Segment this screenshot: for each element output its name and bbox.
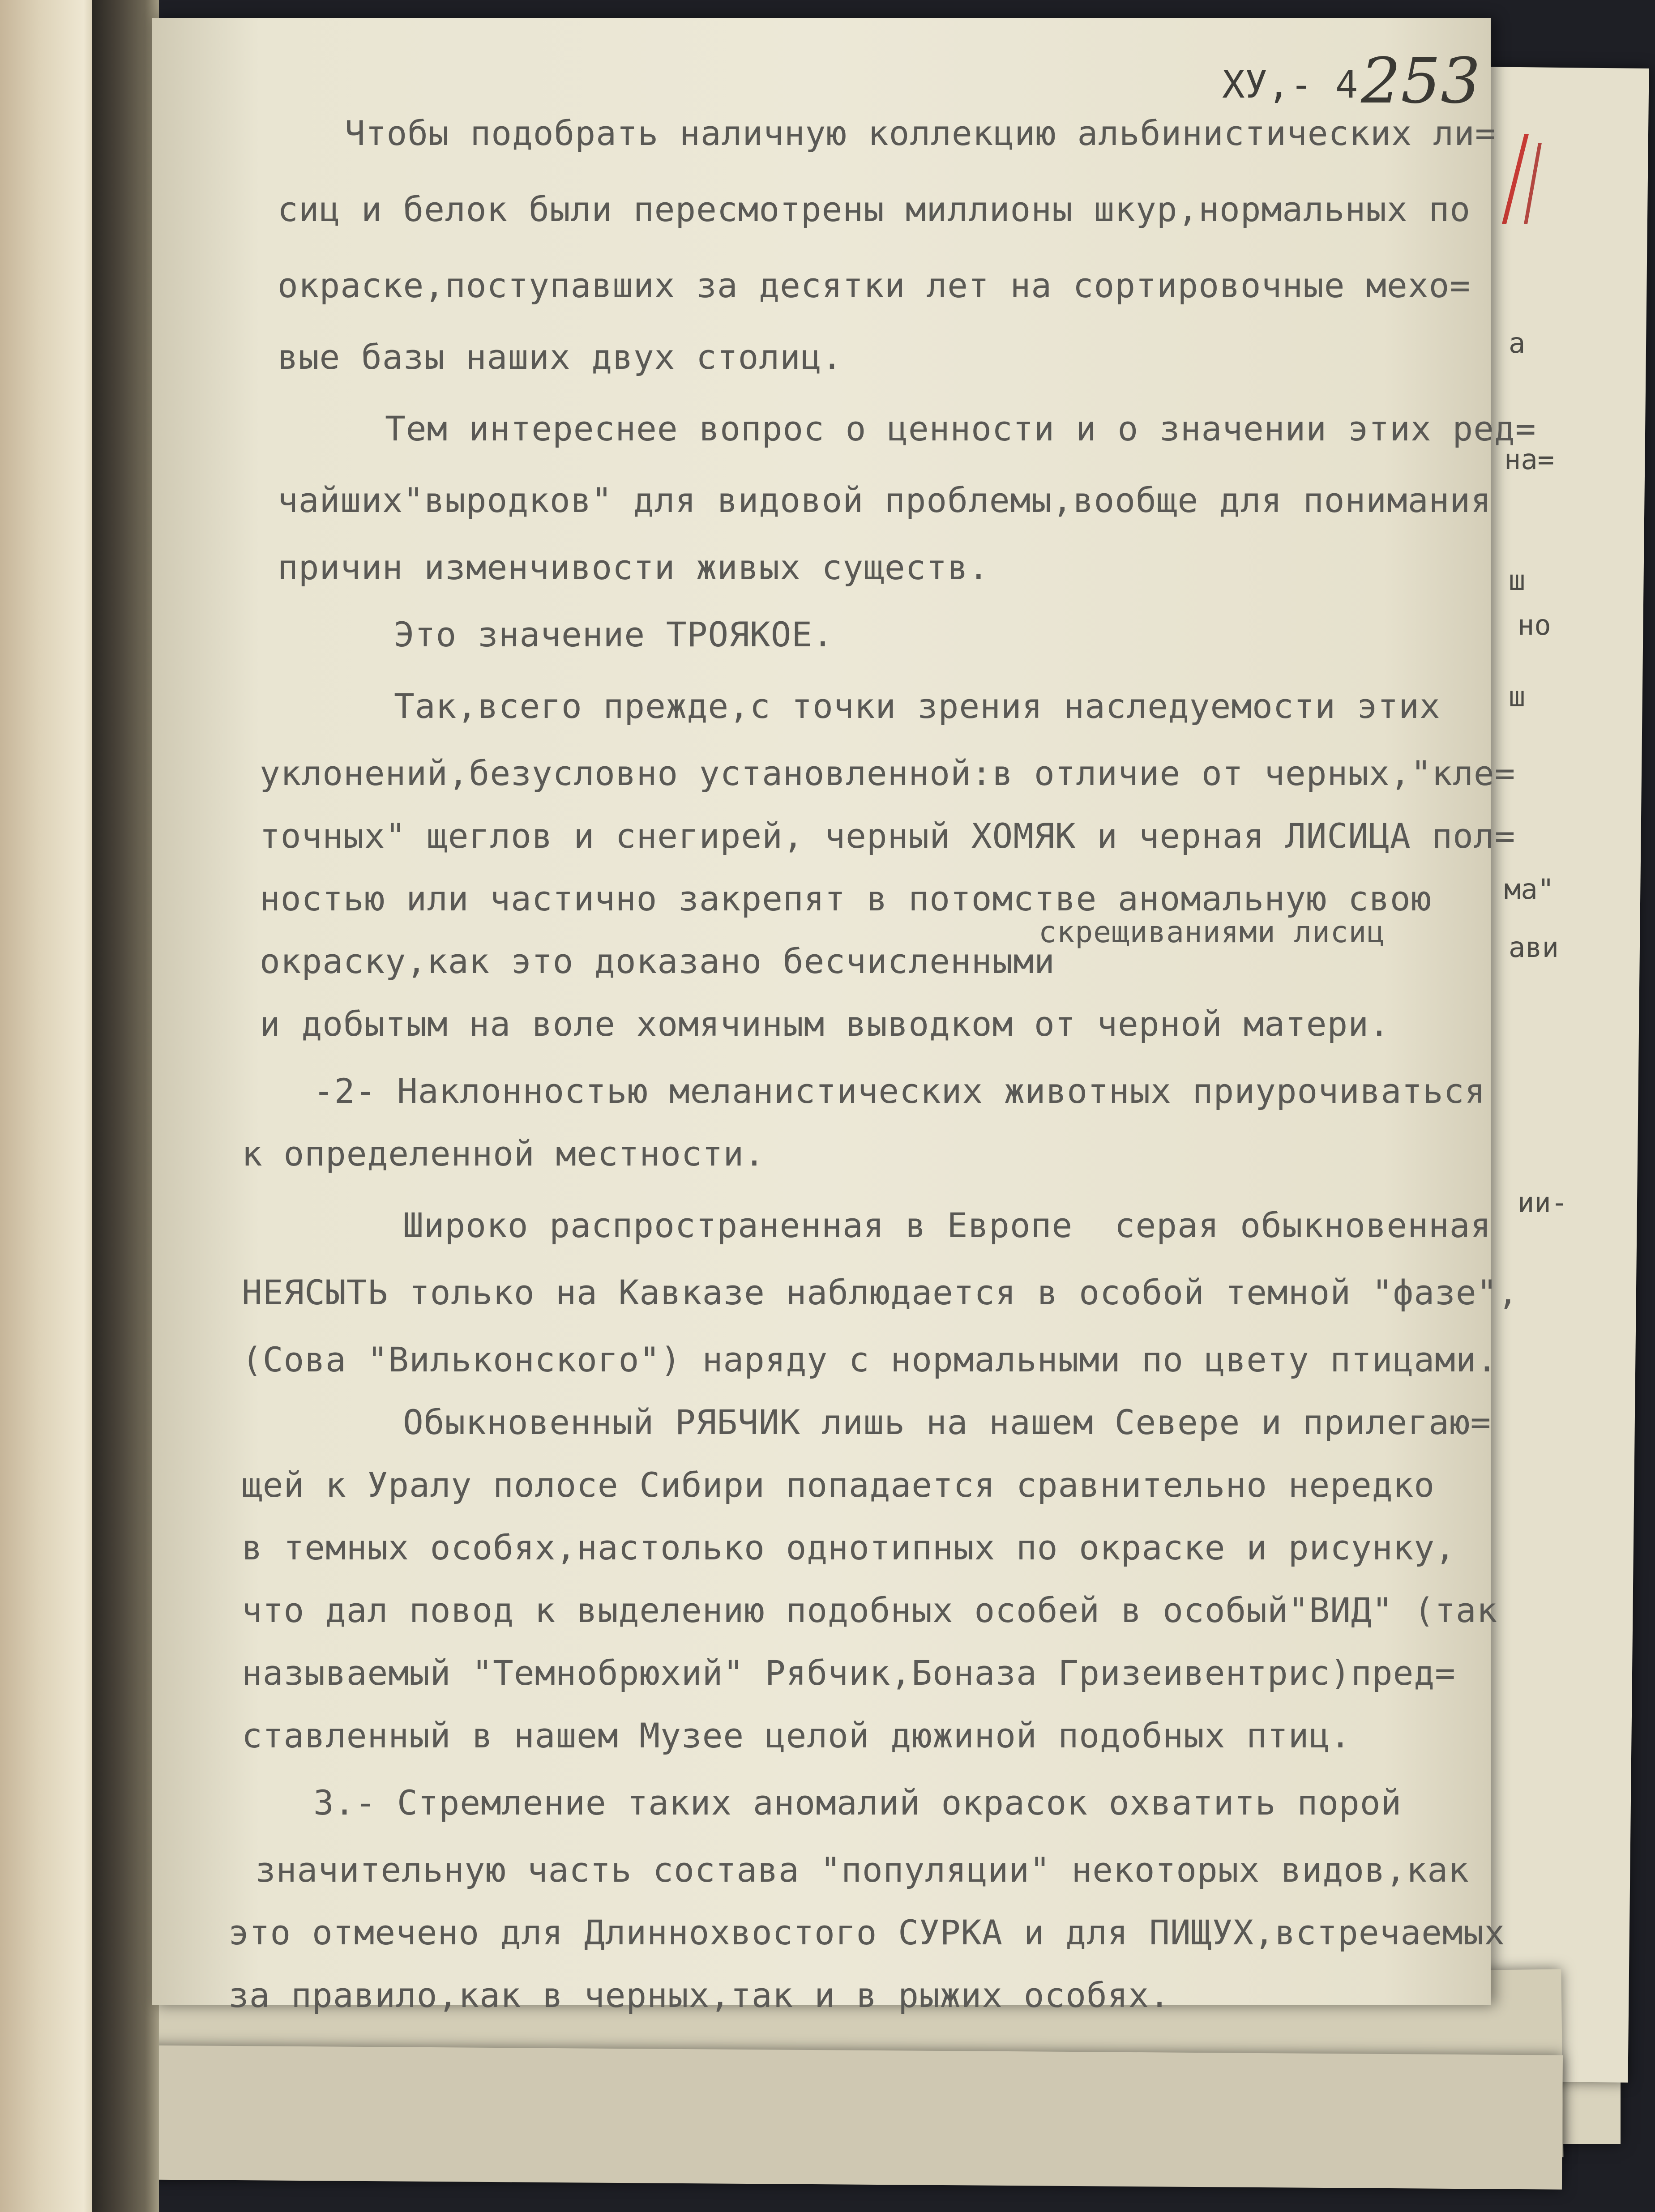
text-line: 3.- Стремление таких аномалий окрасок охватить порой (313, 1783, 1402, 1823)
text-line: за правило,как в черных,так и в рыжих особях. (228, 1975, 1171, 2015)
fragment: ш (1509, 680, 1526, 713)
text-line: это отмечено для Длиннохвостого СУРКА и для ПИЩУХ,встречаемых (228, 1913, 1505, 1952)
text-line: чайших"выродков" для видовой проблемы,вообще для понимания (278, 480, 1492, 520)
folder-binding (92, 0, 159, 2212)
fragment: ави (1509, 931, 1559, 964)
text-line: Чтобы подобрать наличную коллекцию альбинистических ли= (345, 113, 1496, 153)
text-line: что дал повод к выделению подобных особей в особый"ВИД" (так (242, 1590, 1498, 1630)
fragment: а (1509, 327, 1526, 359)
text-line: называемый "Темнобрюхий" Рябчик,Боназа Гризеивентрис)пред= (242, 1653, 1456, 1693)
text-line: окраску,как это доказано бесчисленными (260, 941, 1055, 981)
fragment: ш (1509, 564, 1526, 597)
text-line: (Сова "Вильконского") наряду с нормальными по цвету птицами. (242, 1340, 1498, 1379)
text-line: и добытым на воле хомячиным выводком от черной матери. (260, 1004, 1390, 1044)
text-line: Так,всего прежде,с точки зрения наследуемости этих (394, 686, 1441, 726)
text-line-insertion: скрещиваниями лисиц (1039, 915, 1385, 949)
folio-number: 253 (1361, 45, 1481, 118)
text-line: к определенной местности. (242, 1134, 765, 1174)
background-sheet-bottom (62, 2045, 1563, 2189)
text-line: НЕЯСЫТЬ только на Кавказе наблюдается в особой темной "фазе", (242, 1273, 1519, 1312)
right-sheet-fragments (1504, 313, 1634, 1835)
text-line: значительную часть состава "популяции" некоторых видов,как (255, 1850, 1469, 1890)
text-line: уклонений,безусловно установленной:в отличие от черных,"кле= (260, 753, 1516, 793)
fragment: но (1518, 609, 1551, 641)
text-line: в темных особях,настолько однотипных по окраске и рисунку, (242, 1528, 1456, 1567)
text-line: ностью или частично закрепят в потомстве аномальную свою (260, 879, 1432, 918)
text-line: Обыкновенный РЯБЧИК лишь на нашем Севере и прилегаю= (403, 1402, 1492, 1442)
text-line: Тем интереснее вопрос о ценности и о значении этих ред= (385, 409, 1536, 448)
text-line: вые базы наших двух столиц. (278, 337, 843, 377)
page-number: ХУ,- 4 (1222, 63, 1358, 107)
fragment: на= (1504, 443, 1554, 476)
text-line: Это значение ТРОЯКОЕ. (394, 615, 834, 654)
text-line: -2- Наклонностью меланистических животных приурочиваться (313, 1071, 1486, 1111)
text-line: сиц и белок были пересмотрены миллионы шкур,нормальных по (278, 189, 1471, 229)
text-line: щей к Уралу полосе Сибири попадается сравнительно нередко (242, 1465, 1435, 1505)
text-line: причин изменчивости живых существ. (278, 547, 989, 587)
text-line: ставленный в нашем Музее целой дюжиной подобных птиц. (242, 1716, 1351, 1755)
text-line: Широко распространенная в Европе серая обыкновенная (403, 1205, 1492, 1245)
fragment: ии- (1518, 1186, 1568, 1219)
fragment: ма" (1504, 873, 1554, 905)
text-line: точных" щеглов и снегирей, черный ХОМЯК и черная ЛИСИЦА пол= (260, 816, 1516, 856)
left-page (0, 0, 98, 2212)
text-line: окраске,поступавших за десятки лет на сортировочные мехо= (278, 265, 1471, 305)
typed-page (152, 18, 1536, 2015)
